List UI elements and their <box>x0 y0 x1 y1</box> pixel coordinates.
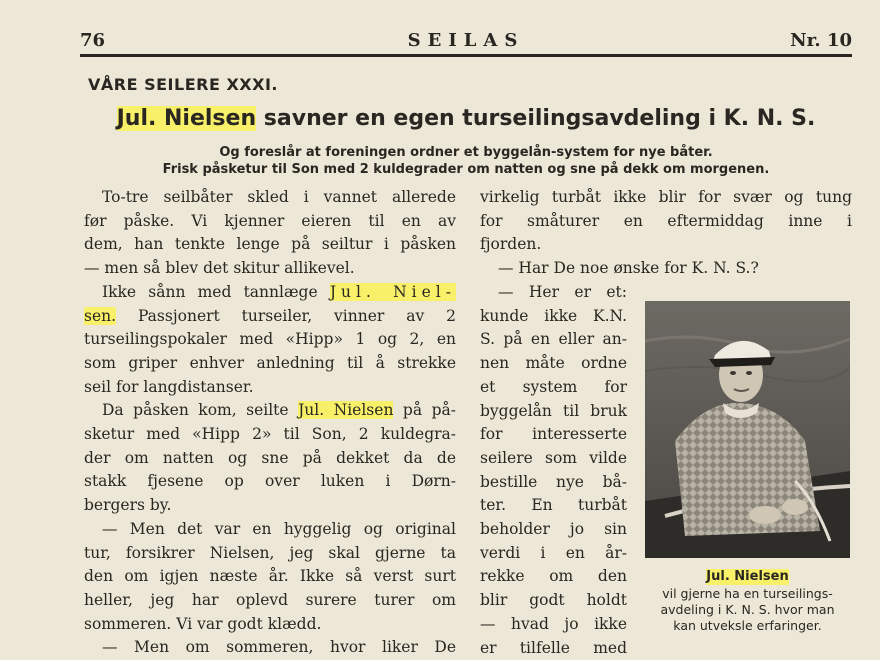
text-line: der om natten og sne på dekket da de <box>84 448 456 467</box>
series-title: VÅRE SEILERE XXXI. <box>88 75 278 94</box>
text-line: blir godt holdt <box>480 591 627 610</box>
text-line: fjorden. <box>480 235 542 254</box>
text-line: den om igjen næste år. Ikke så verst surt <box>84 567 456 586</box>
text-segment: Ikke sånn med tannlæge <box>102 282 318 301</box>
text-line: S. på en eller an- <box>480 330 627 349</box>
subheading-1: Og foreslår at foreningen ordner et byggelån-system for nye båter. <box>219 145 713 160</box>
headline-text: savner en egen turseilingsavdeling i K. N. S. <box>263 106 816 131</box>
photo-caption <box>640 568 855 634</box>
text-line: bergers by. <box>84 496 172 515</box>
text-line: dem, han tenkte lenge på seiltur i påsken <box>84 235 456 254</box>
left-column <box>84 186 456 660</box>
text-line: — Men det var en hyggelig og original <box>102 519 456 538</box>
text-line: ter. En turbåt <box>480 496 627 515</box>
name-highlight: sen. <box>84 306 117 325</box>
article-headline <box>80 106 852 131</box>
text-line: kunde ikke K.N. <box>480 306 627 325</box>
caption-line: kan utveksle erfaringer. <box>673 618 822 633</box>
text-line: — Her er et: <box>498 283 627 301</box>
text-line: sommeren. Vi var godt klædd. <box>84 614 322 633</box>
name-highlight: Jul. Niel- <box>329 282 456 301</box>
text-line: nen måte ordne <box>480 354 627 373</box>
subheading-2: Frisk påsketur til Son med 2 kuldegrader om natten og sne på dekk om morgenen. <box>162 162 770 177</box>
right-column <box>480 186 852 281</box>
text-segment: Da påsken kom, seilte <box>102 401 289 420</box>
text-line <box>84 399 456 423</box>
text-segment: Passjonert turseiler, vinner av 2 <box>137 306 456 325</box>
text-line: turseilingspokaler med «Hipp» 1 og 2, en <box>84 330 456 349</box>
text-line: — Men om sommeren, hvor liker De <box>102 638 456 657</box>
text-line: for interesserte <box>480 425 627 444</box>
text-line: byggelån til bruk <box>480 401 627 420</box>
text-line: rekke om den <box>480 567 627 586</box>
headline-name: Jul. Nielsen <box>116 106 257 131</box>
sailor-photo <box>645 301 850 558</box>
text-line: stakk fjesene op over luken i Dørn- <box>84 472 456 491</box>
text-line: beholder jo sin <box>480 520 627 539</box>
text-line: — hvad jo ikke <box>480 614 627 633</box>
right-column-narrow <box>480 281 627 660</box>
running-header <box>80 30 852 54</box>
sailor-photo-drawing <box>645 301 850 558</box>
text-line: et system for <box>480 377 627 396</box>
header-rule <box>80 54 852 57</box>
text-line: seilere som vilde <box>480 448 627 467</box>
text-segment: på på- <box>402 401 456 420</box>
text-line: bestille nye bå- <box>480 472 627 491</box>
text-line: før påske. Vi kjenner eieren til en av <box>84 211 456 230</box>
name-highlight: Jul. Nielsen <box>298 401 394 420</box>
text-line: er tilfelle med <box>480 638 627 657</box>
issue-number: Nr. 10 <box>790 30 852 51</box>
text-line: — men så blev det skitur allikevel. <box>84 259 355 278</box>
caption-line: avdeling i K. N. S. hvor man <box>660 602 835 617</box>
text-line: heller, jeg har oplevd surere turer om <box>84 590 456 609</box>
caption-name: Jul. Nielsen <box>706 569 789 584</box>
caption-line: vil gjerne ha en turseilings- <box>662 586 833 601</box>
page-number: 76 <box>80 30 106 51</box>
text-line: tur, forsikrer Nielsen, jeg skal gjerne ta <box>84 543 456 562</box>
text-line: virkelig turbåt ikke blir for svær og tung <box>480 188 852 206</box>
text-line: for småturer en eftermiddag inne i <box>480 211 852 230</box>
text-line: som griper enhver anledning til å strekke <box>84 353 456 372</box>
text-line: — Har De noe ønske for K. N. S.? <box>498 259 759 278</box>
text-line: To-tre seilbåter skled i vannet allerede <box>102 188 456 206</box>
text-line <box>84 281 456 305</box>
magazine-title: SEILAS <box>407 30 525 51</box>
text-line <box>84 305 456 329</box>
text-line: seil for langdistanser. <box>84 377 254 396</box>
text-line: sketur med «Hipp 2» til Son, 2 kuldegra- <box>84 425 456 444</box>
text-line: verdi i en år- <box>480 543 627 562</box>
